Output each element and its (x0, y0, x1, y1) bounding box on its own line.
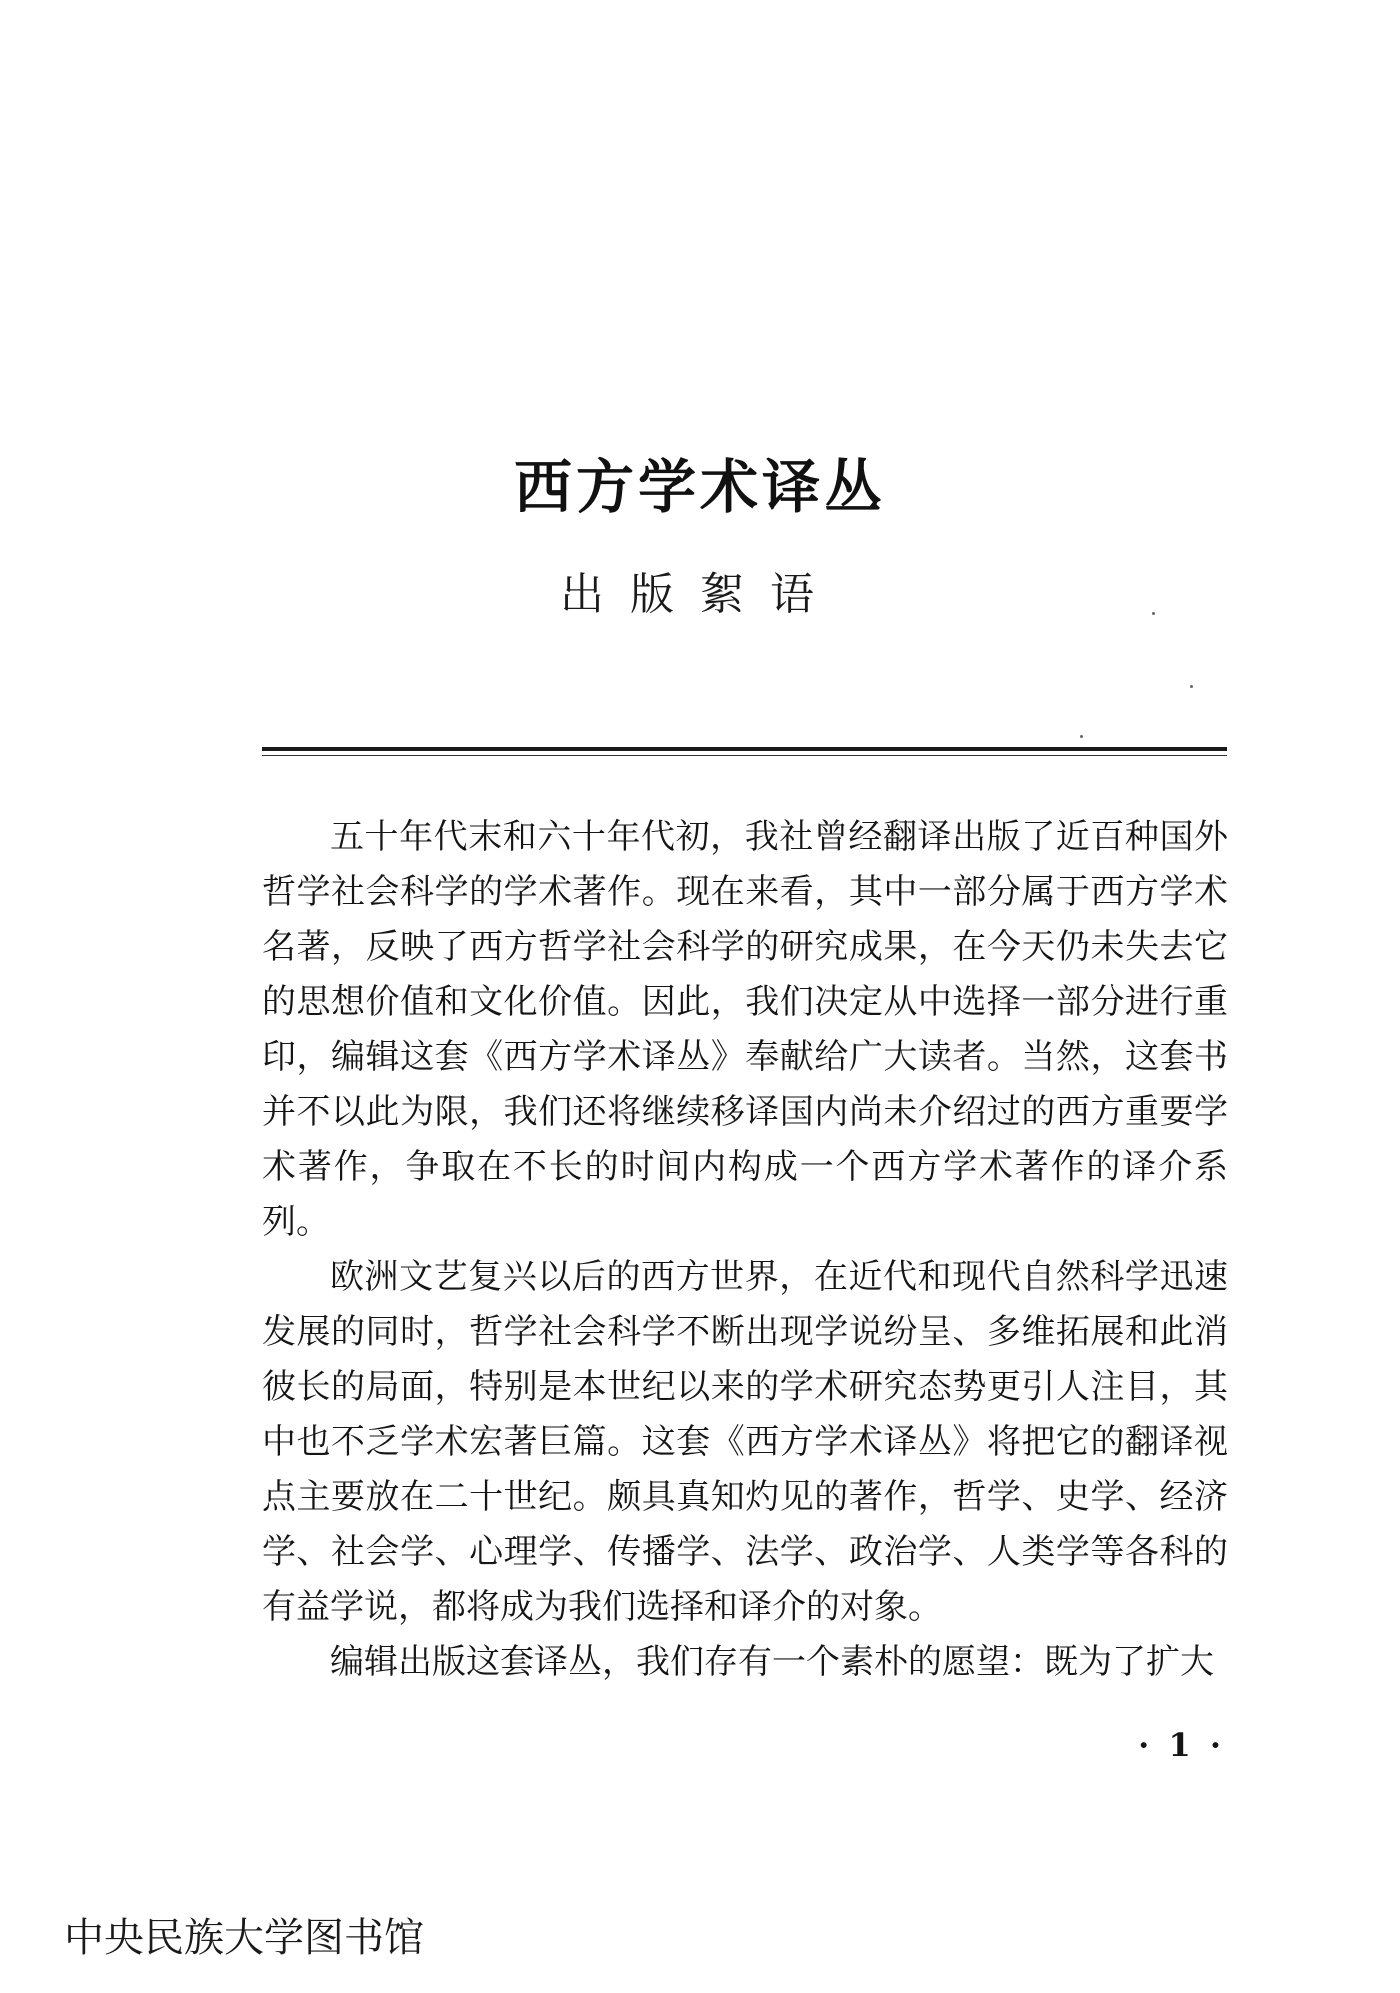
paragraph: 五十年代末和六十年代初，我社曾经翻译出版了近百种国外哲学社会科学的学术著作。现在来看，其中一部分属于西方学术名著，反映了西方哲学社会科学的研究成果，在今天仍未失去它的思想价值和文化价值。因此，我们决定从中选择一部分进行重印，编辑这套《西方学术译丛》奉献给广大读者。当然，这套书并不以此为限，我们还将继续移译国内尚未介绍过的西方重要学术著作，争取在不长的时间内构成一个西方学术著作的译介系列。 (262, 817, 1228, 1242)
scan-speck (1190, 685, 1193, 688)
scan-speck (1152, 612, 1155, 615)
rule-thin-line (262, 755, 1227, 756)
rule-thick-line (262, 747, 1227, 751)
scan-speck (1080, 735, 1083, 738)
series-title: 西方学术译丛 (513, 453, 886, 521)
body-text (262, 810, 1228, 1690)
paragraph: 欧洲文艺复兴以后的西方世界，在近代和现代自然科学迅速发展的同时，哲学社会科学不断出现学说纷呈、多维拓展和此消彼长的局面，特别是本世纪以来的学术研究态势更引人注目，其中也不乏学术宏著巨篇。这套《西方学术译丛》将把它的翻译视点主要放在二十世纪。颇具真知灼见的著作，哲学、史学、经济学、社会学、心理学、传播学、法学、政治学、人类学等各科的有益学说，都将成为我们选择和译介的对象。 (262, 1257, 1228, 1627)
page-number: · 1 · (1138, 1726, 1225, 1764)
library-stamp: 中央民族大学图书馆 (64, 1915, 424, 1961)
section-title: 出版絮语 (560, 569, 840, 620)
double-rule-divider (262, 747, 1227, 757)
paragraph: 编辑出版这套译丛，我们存有一个素朴的愿望：既为了扩大 (330, 1642, 1214, 1682)
